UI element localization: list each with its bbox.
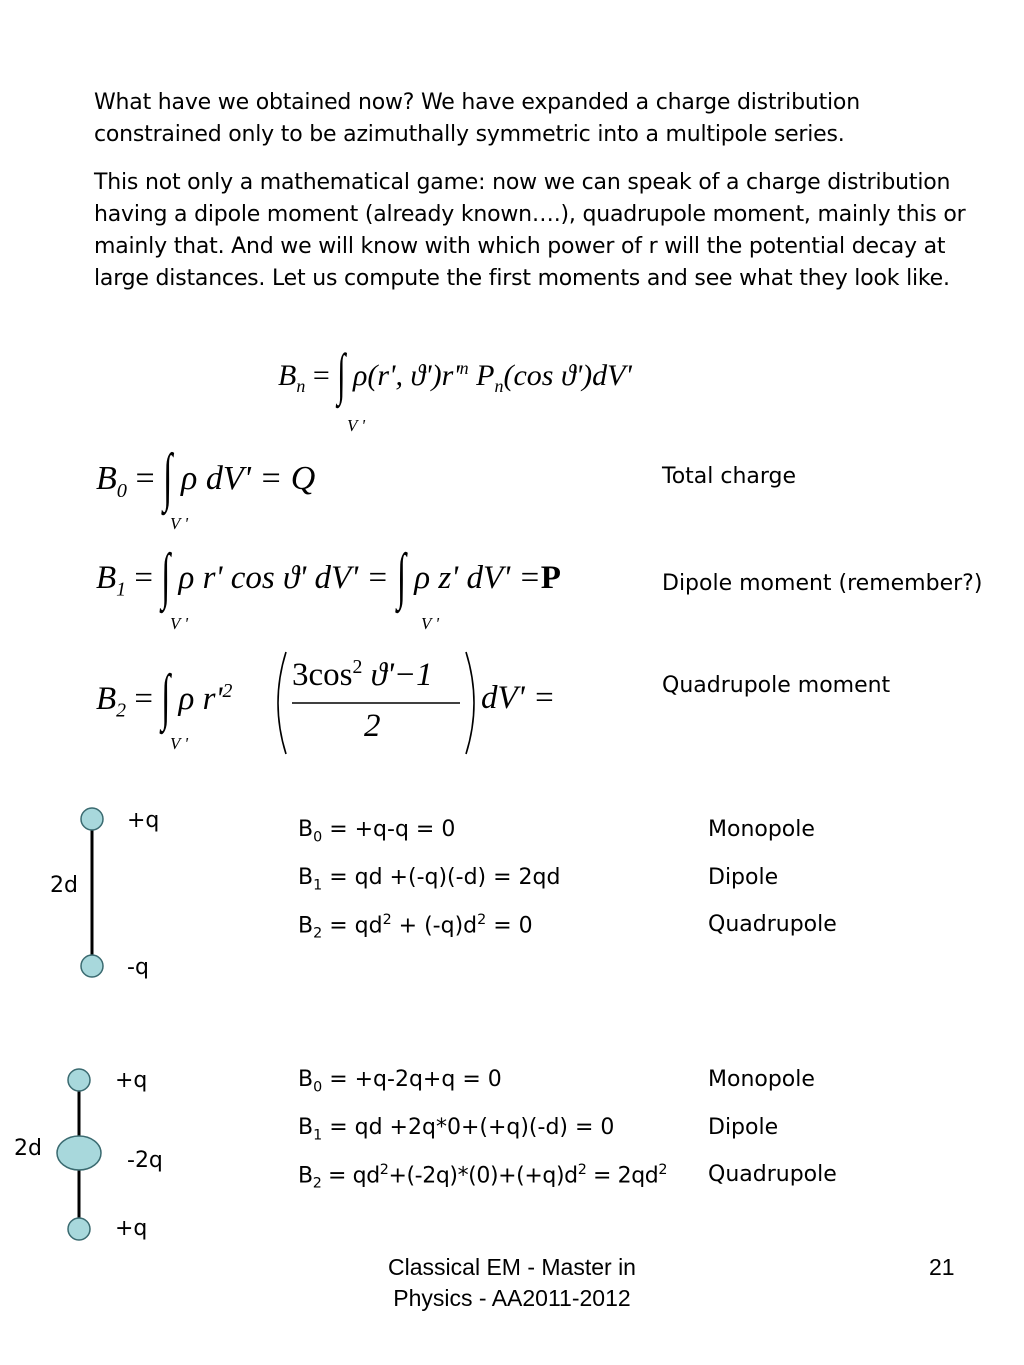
dipole-b1-row: $B_1$ = qd +(-q)(-d) = 2qd [298,865,561,894]
equation-b1: $B_1$ = ∫ ρ r' cos ϑ' dV' = ∫ ρ z' dV' =P [96,543,561,612]
quadrupole-b0-row: $B_0 = +q-2q+q = 0$ [298,1067,502,1096]
quadrupole-b0-label: Monopole [708,1067,815,1092]
equation-b2-tail: dV' = [481,680,556,716]
negative-charge [81,955,103,977]
footer-course-line-1: Classical EM - Master in [388,1254,636,1280]
bottom-positive-charge [68,1218,90,1240]
page-number: 21 [929,1254,955,1280]
fraction-denominator: 2 [364,708,381,744]
integral-sign: ∫ [161,543,171,612]
quadrupole-b1-row: $B_1$ = qd +2q*0+(+q)(-d) = 0 [298,1115,615,1144]
dipole-vector: P [540,560,561,596]
quadrupole-top-charge-label: +q [115,1068,148,1093]
total-charge-label: Total charge [662,464,797,489]
quadrupole-diagram [40,1058,120,1248]
dipole-b0-label: Monopole [708,817,815,842]
intro-paragraph-1: What have we obtained now? We have expanded a charge distribution constrained only to be azimuthally symmetric into a multipole series. [94,90,860,147]
integral-sign: ∫ [163,442,173,514]
quadrupole-b2-label: Quadrupole [708,1162,837,1187]
fraction-numerator: $3\cos^2$ ϑ'−1 [292,656,433,693]
positive-charge [81,808,103,830]
dipole-bottom-charge-label: -q [127,955,149,980]
integral-sign: ∫ [396,543,406,612]
dipole-moment-label: Dipole moment (remember?) [662,571,983,596]
integral-sign: ∫ [337,343,346,407]
dipole-b2-label: Quadrupole [708,912,837,937]
dipole-b1-label: Dipole [708,865,779,890]
equation-b0: $B_0$ = ∫ ρ dV' = Q [96,442,316,514]
integration-domain: V ' [170,514,188,533]
integration-domain: V ' [170,614,188,633]
middle-negative-charge [57,1136,101,1170]
equation-bn: $B_n$ = ∫ ρ(r', $ϑ')r'^n$ $P_n(\cos$ ϑ')dV' [278,343,632,407]
integration-domain: V ' [347,416,365,435]
dipole-separation-label: 2d [50,873,78,898]
intro-paragraph-2: This not only a mathematical game: now we can speak of a charge distribution having a dipole moment (already known….), quadrupole moment, mainly this or mainly that. And we will know with which power of r will the potential decay at large distances. Let us compute the first moments and see what they look like. [94,170,966,291]
quadrupole-moment-label: Quadrupole moment [662,673,891,698]
quadrupole-separation-label: 2d [14,1136,42,1161]
dipole-b2-row: $B_2 = qd^2 + (-q)d^2 = 0$ [298,912,533,942]
dipole-b0-row: $B_0 = +q-q = 0$ [298,817,456,846]
integration-domain-2: V ' [421,614,439,633]
dipole-top-charge-label: +q [127,808,160,833]
quadrupole-b2-row: $B_2 = qd^2+(-2q)*(0)+(+q)d^2 = 2qd^2$ [298,1162,668,1192]
equation-b2: $B_2$ = ∫ ρ $r'^2$ [96,664,233,733]
integration-domain: V ' [170,734,188,753]
integral-sign: ∫ [161,664,171,733]
quadrupole-b1-label: Dipole [708,1115,779,1140]
footer-course-line-2: Physics - AA2011-2012 [393,1285,631,1311]
footer-course-info [362,1252,662,1314]
quadrupole-middle-charge-label: -2q [127,1148,163,1173]
quadrupole-bottom-charge-label: +q [115,1216,148,1241]
top-positive-charge [68,1069,90,1091]
